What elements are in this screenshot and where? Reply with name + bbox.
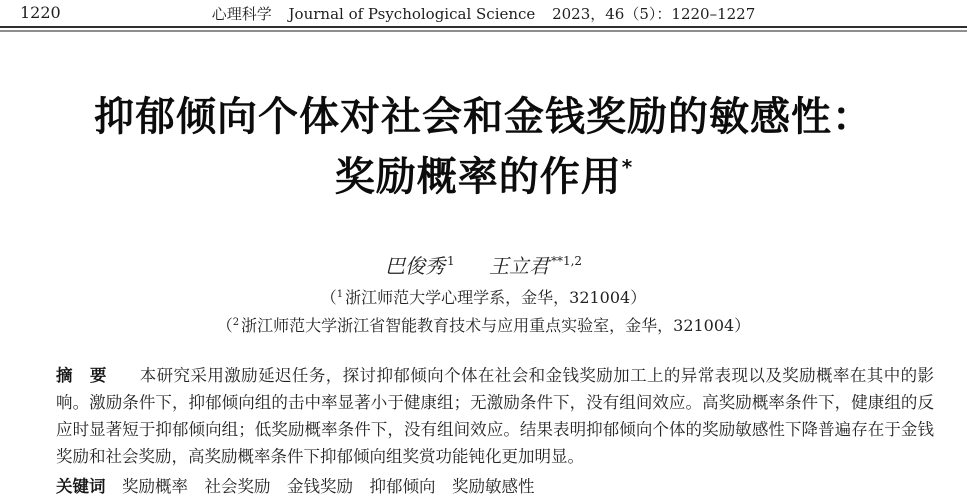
title-line-1: 抑郁倾向个体对社会和金钱奖励的敏感性： — [94, 94, 873, 140]
affiliation-line-1: （$^1$ 浙江师范大学心理学系，金华，321004） — [320, 288, 647, 307]
abstract-label: 摘 要 — [56, 366, 107, 385]
affiliation-2-text: 浙江师范大学浙江省智能教育技术与应用重点实验室，金华，321004 — [241, 316, 735, 335]
paper-title — [0, 92, 967, 202]
journal-header — [0, 5, 967, 24]
author-1 — [385, 254, 461, 278]
author-1-superscript: 1 — [446, 254, 455, 268]
affiliation-1-text: 浙江师范大学心理学系，金华，321004 — [345, 288, 631, 307]
keyword-item: 抑郁倾向 — [369, 477, 436, 496]
page-number: 1220 — [20, 3, 61, 22]
journal-name-en: Journal of Psychological Science — [288, 5, 536, 23]
keyword-item: 奖励概率 — [122, 477, 188, 496]
affiliation-2-marker: 2 — [232, 317, 240, 328]
journal-name-zh: 心理科学 — [211, 5, 272, 23]
author-2-superscript: **1,2 — [550, 254, 583, 268]
title-footnote-marker: * — [621, 155, 633, 179]
affiliation-line-2: （$^2$ 浙江师范大学浙江省智能教育技术与应用重点实验室，金华，321004） — [216, 316, 751, 335]
abstract-section — [56, 362, 934, 500]
keywords-label: 关键词 — [56, 477, 106, 496]
affiliation-1-marker: 1 — [336, 289, 344, 300]
abstract-paragraph — [56, 362, 934, 470]
keyword-item: 奖励敏感性 — [452, 477, 535, 496]
author-1-name: 巴俊秀 — [384, 254, 445, 278]
issue-info: 2023，46（5）：1220–1227 — [552, 5, 756, 23]
author-2-name: 王立君 — [488, 254, 549, 278]
title-line-2: 奖励概率的作用* — [334, 154, 633, 200]
keyword-item: 金钱奖励 — [287, 477, 353, 496]
header-divider-rule — [0, 26, 967, 32]
keyword-item: 社会奖励 — [204, 477, 271, 496]
keywords-section — [56, 473, 934, 500]
abstract-text: 本研究采用激励延迟任务，探讨抑郁倾向个体在社会和金钱奖励加工上的异常表现以及奖励概率在其中的影响。激励条件下，抑郁倾向组的击中率显著小于健康组；无激励条件下，没有组间效应。高奖励概率条件下，健康组的反应时显著短于抑郁倾向组；低奖励概率条件下，没有组间效应。结果表明抑郁倾向个体的奖励敏感性下降普遍存在于金钱奖励和社会奖励，高奖励概率条件下抑郁倾向组奖赏功能钝化更加明显。 — [56, 366, 935, 466]
author-2 — [489, 254, 582, 278]
authors-line — [0, 248, 967, 279]
